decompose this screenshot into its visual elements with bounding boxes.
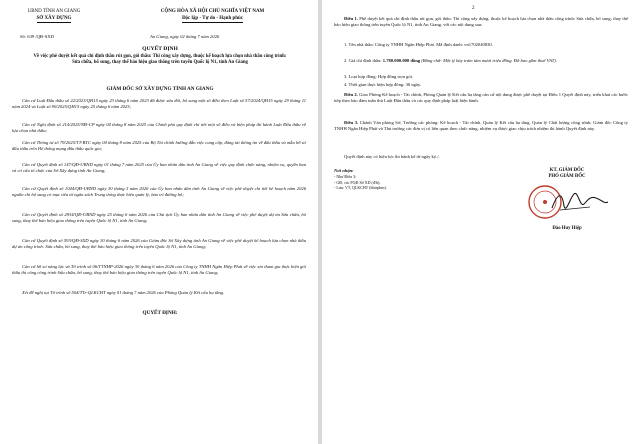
province-name: UBND TỈNH AN GIANG bbox=[27, 9, 81, 14]
article-3-lead: Điều 3. bbox=[344, 120, 359, 125]
article-3-text: Chánh Văn phòng Sở; Trưởng các phòng: Kế hoạch - Tài chính, Quản lý Kết cấu hạ tầng, Quản lý Chất lượng công trình; Giám đốc Công ty TNHH Ngân Hiệp Phát và Thủ trưởng các đơn vị có liên quan theo chức năng, nhiệm vụ được giao chịu trách nhiệm thi hành Quyết định này. bbox=[334, 120, 628, 132]
department-name: SỞ XÂY DỰNG bbox=[36, 16, 72, 21]
recipients-block bbox=[334, 168, 444, 191]
legal-basis-1: Căn cứ Luật Đấu thầu số 22/2023/QH15 ngày 23 tháng 6 năm 2023 đã được sửa đổi, bổ sung một số điều theo Luật số 57/2024/QH15 ngày 29 tháng 11 năm 2024 và Luật số 90/2025/QH15 ngày 25 tháng 6 năm 2025; bbox=[12, 98, 306, 110]
document-subject: Về việc phê duyệt kết quả chỉ định thầu rút gọn, gói thầu: Thi công xây dựng, thuộc kế hoạch lựa chọn nhà thầu công trình: Sửa chữa, bổ sung, thay thế báo hiệu giao thông trên tuyến Quốc lộ N1, tỉnh An Giang bbox=[33, 54, 287, 66]
legal-basis-2: Căn cứ Nghị định số 214/2025/NĐ-CP ngày 04 tháng 8 năm 2025 của Chính phủ quy định chi tiết một số điều và biện pháp thi hành Luật Đấu thầu về lựa chọn nhà thầu; bbox=[12, 122, 306, 134]
article-1-item-1: 1. Tên nhà thầu: Công ty TNHH Ngân Hiệp Phát. Mã định danh: vn1702040830. bbox=[344, 42, 493, 47]
legal-basis-3: Căn cứ Thông tư số 79/2025/TT-BTC ngày 04 tháng 8 năm 2025 của Bộ Tài chính hướng dẫn việc cung cấp, đăng tải thông tin về đấu thầu và mẫu hồ sơ đấu thầu trên Hệ thống mạng đấu thầu quốc gia; bbox=[12, 140, 306, 152]
legal-basis-7: Căn cứ Quyết định số 593/QĐ-SXD ngày 30 tháng 6 năm 2026 của Giám đốc Sở Xây dựng tỉnh An Giang về việc phê duyệt kế hoạch lựa chọn nhà thầu dự án công trình: Sửa chữa, bổ sung, thay thế báo hiệu giao thông trên tuyến Quốc lộ N1, tỉnh An Giang; bbox=[12, 238, 306, 250]
signature-block bbox=[512, 168, 622, 181]
article-1-item-2 bbox=[334, 58, 628, 64]
page-1 bbox=[0, 0, 318, 444]
signer-name: Đào Huy Hiệp bbox=[552, 226, 582, 231]
legal-basis-9: Xét đề nghị tại Tờ trình số 504/TTr-QLKCHT ngày 01 tháng 7 năm 2026 của Phòng Quản lý Kết cấu hạ tầng. bbox=[22, 290, 225, 295]
article-1 bbox=[334, 16, 628, 29]
recipient-3: - Lưu: VT, QLKCHT (hhiephm). bbox=[334, 185, 387, 191]
handwritten-signature bbox=[550, 188, 610, 216]
legal-basis-6: Căn cứ Quyết định số 2934/QĐ-UBND ngày 25 tháng 6 năm 2026 của Chủ tịch Ủy ban nhân dân tỉnh An Giang về việc phê duyệt dự án Sửa chữa, bổ sung, thay thế báo hiệu giao thông trên tuyến Quốc lộ N1, tỉnh An Giang; bbox=[12, 212, 306, 224]
nation-name: CỘNG HÒA XÃ HỘI CHỦ NGHĨA VIỆT NAM bbox=[160, 9, 265, 14]
article-1-item-3: 3. Loại hợp đồng: Hợp đồng trọn gói. bbox=[344, 74, 414, 79]
national-header bbox=[115, 8, 310, 23]
article-2-lead: Điều 2. bbox=[344, 92, 358, 97]
sign-role: PHÓ GIÁM ĐỐC bbox=[548, 174, 586, 180]
legal-basis-8: Căn cứ hồ sơ năng lực và Tờ trình số 06/TTNHP-2026 ngày 30 tháng 6 năm 2026 của Công ty TNHH Ngân Hiệp Phát về việc xin tham gia thực hiện gói thầu thi công công trình Sửa chữa, bổ sung, thay thế báo hiệu giao thông trên tuyến Quốc lộ N1, tỉnh An Giang; bbox=[12, 264, 306, 276]
page-2 bbox=[322, 0, 640, 444]
sign-for: KT. GIÁM ĐỐC bbox=[549, 168, 585, 173]
document-number: Số: 639 /QĐ-SXD bbox=[20, 34, 54, 39]
contract-price: 1.780.000.000 đồng bbox=[382, 58, 421, 63]
document-date: An Giang, ngày 02 tháng 7 năm 2026 bbox=[150, 34, 220, 39]
legal-basis-4: Căn cứ Quyết định số 147/QĐ-UBND ngày 01 tháng 7 năm 2025 của Ủy ban nhân dân tỉnh An Giang về việc quy định chức năng, nhiệm vụ, quyền hạn và cơ cấu tổ chức của Sở Xây dựng tỉnh An Giang; bbox=[12, 162, 306, 174]
recipient-2: - GĐ, các PGĐ Sở XD (đ/b); bbox=[334, 179, 381, 185]
article-2-text: Giao Phòng Kế hoạch - Tài chính, Phòng Quản lý Kết cấu hạ tầng căn cứ nội dung được phê duyệt tại Điều 1 Quyết định này, triển khai các bước tiếp theo bảo đảm tuân thủ Luật Đấu thầu và các quy định pháp luật hiện hành. bbox=[334, 92, 628, 104]
effective-clause: Quyết định này có hiệu lực thi hành kể từ ngày ký./. bbox=[344, 154, 440, 159]
article-1-lead: Điều 1. bbox=[344, 16, 358, 21]
recipient-1: - Như Điều 3; bbox=[334, 174, 357, 179]
issuing-authority bbox=[8, 8, 100, 23]
page-number: 2 bbox=[472, 6, 475, 11]
signature-icon bbox=[550, 188, 610, 216]
document-title: QUYẾT ĐỊNH bbox=[142, 46, 178, 52]
article-2 bbox=[334, 92, 628, 105]
article-3 bbox=[334, 120, 628, 133]
issuer-line: GIÁM ĐỐC SỞ XÂY DỰNG TỈNH AN GIANG bbox=[106, 86, 214, 92]
item-2-suffix: (Bằng chữ: Một tỷ bảy trăm tám mươi triệu đồng. Đã bao gồm thuế VAT). bbox=[420, 58, 558, 63]
national-motto: Độc lập - Tự do - Hạnh phúc bbox=[181, 16, 244, 21]
decision-heading: QUYẾT ĐỊNH: bbox=[142, 310, 178, 316]
item-2-prefix: 2. Giá chỉ định thầu: bbox=[344, 58, 383, 63]
article-1-item-4: 4. Thời gian thực hiện hợp đồng: 30 ngày. bbox=[344, 82, 422, 87]
recipients-heading: Nơi nhận: bbox=[334, 168, 354, 173]
article-1-text: Phê duyệt kết quả chỉ định thầu rút gọn, gói thầu: Thi công xây dựng, thuộc kế hoạch lựa chọn nhà thầu công trình: Sửa chữa, bổ sung, thay thế báo hiệu giao thông trên tuyến Quốc lộ N1, tỉnh An Giang, với các nội dung sau: bbox=[334, 16, 629, 28]
legal-basis-5: Căn cứ Quyết định số 1044/QĐ-UBND ngày 30 tháng 3 năm 2026 của Ủy ban nhân dân tỉnh An Giang về việc phê duyệt chi tiết kế hoạch năm 2026 nguồn chi bộ sung có mục tiêu từ ngân sách Trung ương thực hiện quản lý, bảo trì đường bộ; bbox=[12, 186, 306, 198]
